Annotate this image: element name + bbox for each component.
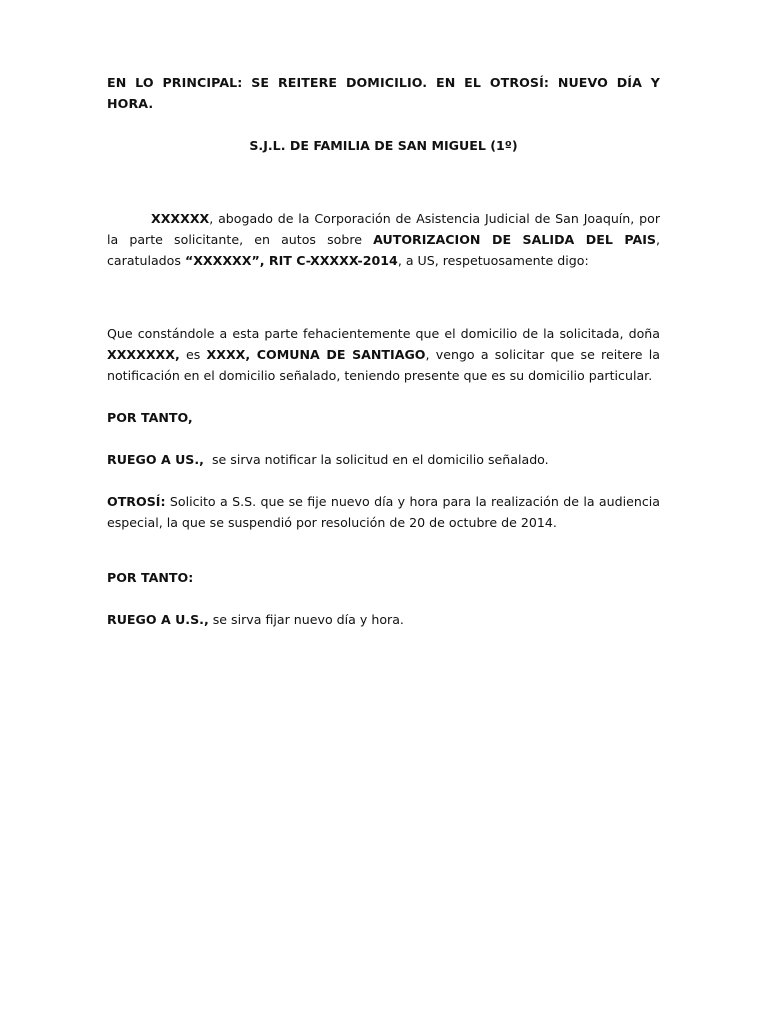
ruego-2-label: RUEGO A U.S., [107, 612, 209, 627]
intro-text-3: , a US, respetuosamente digo: [397, 253, 589, 268]
otrosi-label: OTROSÍ: [107, 494, 166, 509]
ruego-1-paragraph [107, 449, 660, 470]
respondent-address: XXXX, COMUNA DE SANTIAGO [206, 347, 426, 362]
body-text-1: Que constándole a esta parte fehacientemente que el domicilio de la solicitada, doña [107, 326, 660, 341]
por-tanto-1: POR TANTO, [107, 410, 193, 425]
intro-text-1: , abogado de la Corporación de Asistencia Judicial de San Joaquín, por la parte solicitante, en autos sobre [107, 211, 660, 247]
ruego-2-text: se sirva fijar nuevo día y hora. [208, 612, 404, 627]
document-page [107, 72, 660, 630]
otrosi-text: Solicito a S.S. que se fije nuevo día y hora para la realización de la audiencia especial, la que se suspendió por resolución de 20 de octubre de 2014. [107, 494, 660, 530]
otrosi-paragraph [107, 491, 660, 533]
por-tanto-2: POR TANTO: [107, 570, 194, 585]
case-title: “XXXXXX”, RIT C-XXXXX-2014 [184, 253, 398, 268]
ruego-1-text: se sirva notificar la solicitud en el domicilio señalado. [203, 452, 549, 467]
body-text-2: es [179, 347, 207, 362]
attorney-name: XXXXXX [151, 211, 210, 226]
ruego-2-paragraph [107, 609, 660, 630]
body-paragraph [107, 323, 660, 386]
case-type: AUTORIZACION DE SALIDA DEL PAIS [373, 232, 656, 247]
court-name: S.J.L. DE FAMILIA DE SAN MIGUEL (1º) [249, 138, 518, 153]
document-heading: EN LO PRINCIPAL: SE REITERE DOMICILIO. EN EL OTROSÍ: NUEVO DÍA Y HORA. [107, 75, 660, 111]
intro-paragraph [107, 208, 660, 271]
intro-text-2: , caratulados [107, 232, 660, 268]
respondent-name: XXXXXXX, [107, 347, 180, 362]
body-text-3: , vengo a solicitar que se reitere la notificación en el domicilio señalado, teniendo presente que es su domicilio particular. [107, 347, 660, 383]
ruego-1-label: RUEGO A US., [107, 452, 204, 467]
